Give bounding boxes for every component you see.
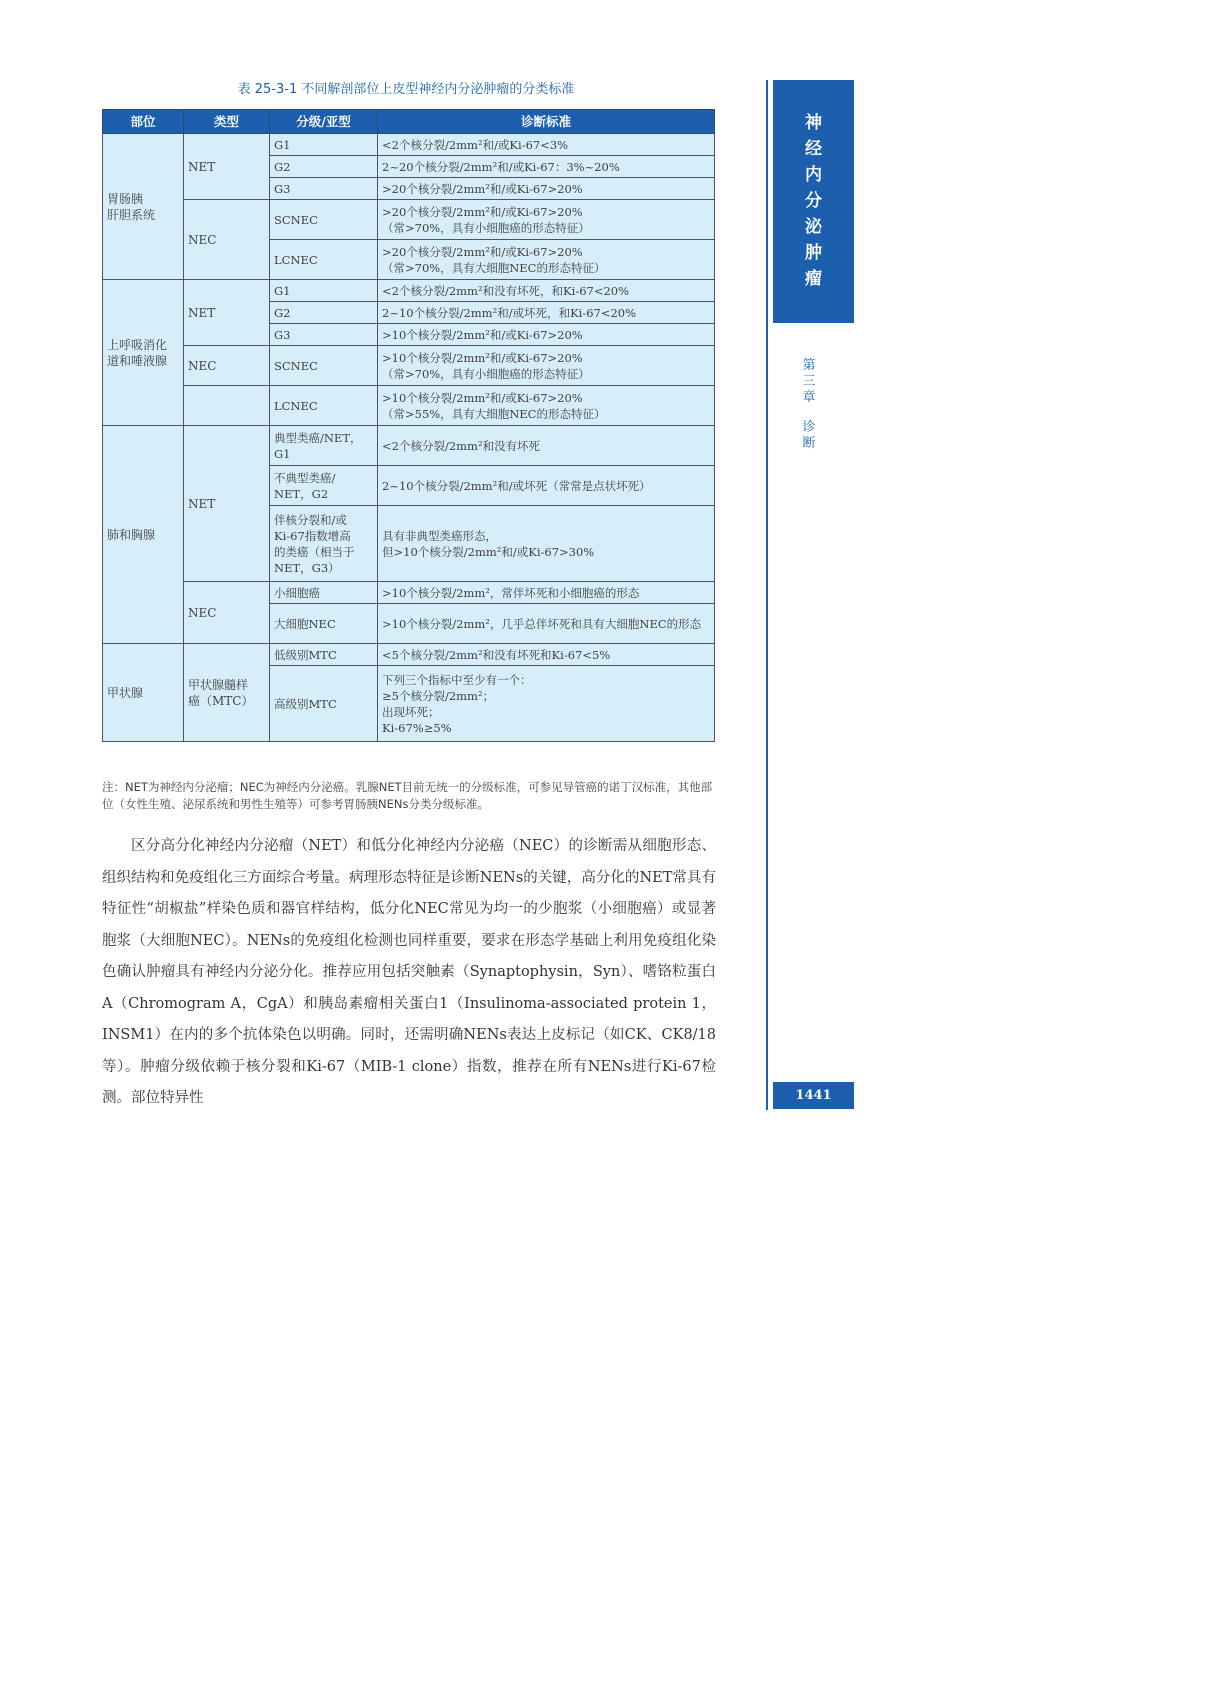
cell-type: NET — [184, 280, 270, 346]
section-tab-char: 经 — [805, 139, 822, 159]
cell-criteria: <2个核分裂/2mm²和没有坏死 — [378, 426, 715, 466]
table-row — [103, 582, 715, 604]
section-tab-char: 瘤 — [805, 269, 822, 289]
cell-criteria: >10个核分裂/2mm²，几乎总伴坏死和具有大细胞NEC的形态 — [378, 604, 715, 644]
cell-type: NEC — [184, 200, 270, 280]
table-note: 注：NET为神经内分泌瘤；NEC为神经内分泌癌。乳腺NET目前无统一的分级标准，可参见导管癌的诺丁汉标准，其他部位（女性生殖、泌尿系统和男性生殖等）可参考胃肠胰NENs分类分级标准。 — [102, 780, 713, 811]
cell-grade: G3 — [270, 324, 378, 346]
cell-criteria: <2个核分裂/2mm²和没有坏死，和Ki-67<20% — [378, 280, 715, 302]
section-tab-char: 分 — [805, 191, 822, 211]
cell-grade: SCNEC — [270, 346, 378, 386]
cell-site: 上呼吸消化 道和唾液腺 — [103, 280, 184, 426]
cell-site: 肺和胸腺 — [103, 426, 184, 644]
table-row — [103, 280, 715, 302]
cell-criteria: >10个核分裂/2mm²和/或Ki-67>20% （常>55%，具有大细胞NEC的形态特征） — [378, 386, 715, 426]
cell-grade: G2 — [270, 156, 378, 178]
chapter-char: 断 — [802, 436, 816, 451]
cell-type: NEC — [184, 346, 270, 386]
cell-site: 胃肠胰 肝胆系统 — [103, 134, 184, 280]
section-tab-char: 神 — [805, 113, 822, 133]
header-grade: 分级/亚型 — [270, 110, 378, 134]
cell-type: NET — [184, 426, 270, 582]
cell-grade: G3 — [270, 178, 378, 200]
table-row — [103, 386, 715, 426]
cell-grade: G2 — [270, 302, 378, 324]
cell-grade: G1 — [270, 280, 378, 302]
cell-criteria: >10个核分裂/2mm²，常伴坏死和小细胞癌的形态 — [378, 582, 715, 604]
cell-grade: 大细胞NEC — [270, 604, 378, 644]
body-paragraph: 区分高分化神经内分泌瘤（NET）和低分化神经内分泌癌（NEC）的诊断需从细胞形态、组织结构和免疫组化三方面综合考量。病理形态特征是诊断NENs的关键，高分化的NET常具有特征性“胡椒盐”样染色质和器官样结构，低分化NEC常见为均一的少胞浆（小细胞癌）或显著胞浆（大细胞NEC）。NENs的免疫组化检测也同样重要，要求在形态学基础上利用免疫组化染色确认肿瘤具有神经内分泌分化。推荐应用包括突触素（Synaptophysin，Syn）、嗜铬粒蛋白A（Chromogram A，CgA）和胰岛素瘤相关蛋白1（Insulinoma-associated protein 1，INSM1）在内的多个抗体染色以明确。同时，还需明确NENs表达上皮标记（如CK、CK8/18等）。肿瘤分级依赖于核分裂和Ki-67（MIB-1 clone）指数，推荐在所有NENs进行Ki-67检测。部位特异性 — [102, 838, 716, 1106]
cell-type: NEC — [184, 582, 270, 644]
cell-grade: 低级别MTC — [270, 644, 378, 666]
cell-criteria: 2~10个核分裂/2mm²和/或坏死（常常是点状坏死） — [378, 466, 715, 506]
section-tab — [773, 80, 854, 323]
classification-table — [102, 109, 715, 742]
cell-criteria: <5个核分裂/2mm²和没有坏死和Ki-67<5% — [378, 644, 715, 666]
cell-grade: 伴核分裂和/或 Ki-67指数增高 的类癌（相当于 NET，G3） — [270, 506, 378, 582]
cell-criteria: 2~20个核分裂/2mm²和/或Ki-67：3%~20% — [378, 156, 715, 178]
cell-grade: LCNEC — [270, 240, 378, 280]
cell-criteria: >10个核分裂/2mm²和/或Ki-67>20% （常>70%，具有小细胞癌的形态特征） — [378, 346, 715, 386]
table-row — [103, 346, 715, 386]
cell-site: 甲状腺 — [103, 644, 184, 742]
section-tab-char: 泌 — [805, 217, 822, 237]
chapter-char: 诊 — [802, 420, 816, 435]
chapter-label — [798, 358, 820, 452]
cell-grade: SCNEC — [270, 200, 378, 240]
section-tab-char: 肿 — [805, 243, 822, 263]
cell-criteria: >20个核分裂/2mm²和/或Ki-67>20% （常>70%，具有小细胞癌的形态特征） — [378, 200, 715, 240]
cell-criteria: 2~10个核分裂/2mm²和/或坏死，和Ki-67<20% — [378, 302, 715, 324]
cell-grade: LCNEC — [270, 386, 378, 426]
cell-criteria: 下列三个指标中至少有一个： ≥5个核分裂/2mm²； 出现坏死； Ki-67%≥5% — [378, 666, 715, 742]
cell-criteria: 具有非典型类癌形态， 但>10个核分裂/2mm²和/或Ki-67>30% — [378, 506, 715, 582]
table-row — [103, 426, 715, 466]
header-criteria: 诊断标准 — [378, 110, 715, 134]
cell-grade: 高级别MTC — [270, 666, 378, 742]
cell-criteria: >20个核分裂/2mm²和/或Ki-67>20% — [378, 178, 715, 200]
table-caption: 表 25-3-1 不同解剖部位上皮型神经内分泌肿瘤的分类标准 — [237, 82, 575, 97]
cell-grade: 不典型类癌/ NET，G2 — [270, 466, 378, 506]
page-number: 1441 — [773, 1082, 854, 1109]
cell-type: NET — [184, 134, 270, 200]
cell-grade: 小细胞癌 — [270, 582, 378, 604]
cell-criteria: >10个核分裂/2mm²和/或Ki-67>20% — [378, 324, 715, 346]
cell-grade: G1 — [270, 134, 378, 156]
header-type: 类型 — [184, 110, 270, 134]
cell-type: 甲状腺髓样 癌（MTC） — [184, 644, 270, 742]
table-row — [103, 134, 715, 156]
cell-criteria: <2个核分裂/2mm²和/或Ki-67<3% — [378, 134, 715, 156]
table-row — [103, 200, 715, 240]
chapter-char: 章 — [802, 390, 816, 405]
table-row — [103, 644, 715, 666]
header-site: 部位 — [103, 110, 184, 134]
section-tab-char: 内 — [805, 165, 822, 185]
table-header-row — [103, 110, 715, 134]
cell-grade: 典型类癌/NET， G1 — [270, 426, 378, 466]
chapter-char: 第 — [802, 358, 816, 373]
margin-divider — [766, 80, 768, 1110]
cell-criteria: >20个核分裂/2mm²和/或Ki-67>20% （常>70%，具有大细胞NEC的形态特征） — [378, 240, 715, 280]
cell-type-empty — [184, 386, 270, 426]
chapter-char: 三 — [802, 374, 816, 389]
